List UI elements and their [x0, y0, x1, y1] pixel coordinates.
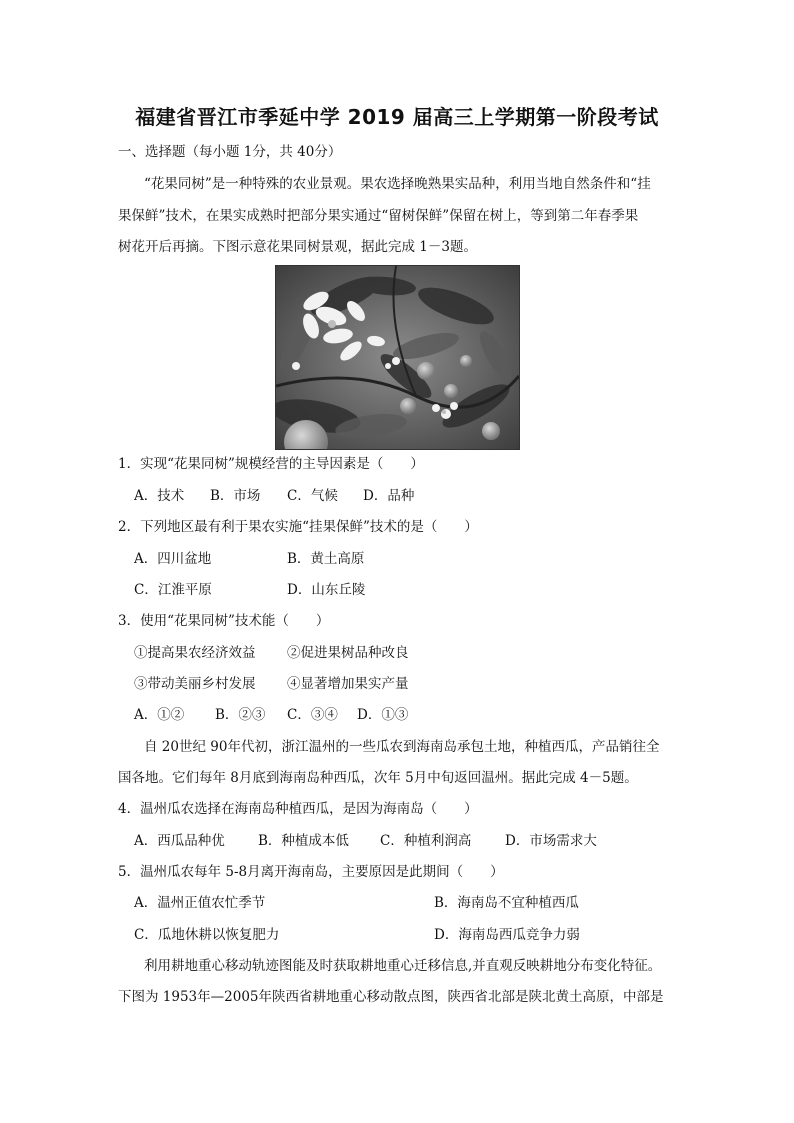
exam-title: 福建省晋江市季延中学 2019 届高三上学期第一阶段考试 [135, 105, 659, 129]
q5-option-c: C．瓜地休耕以恢复肥力 [134, 927, 280, 943]
q2-option-b: B．黄土高原 [287, 551, 365, 567]
q1-option-d: D．品种 [363, 488, 415, 504]
q4-option-c: C．种植利润高 [380, 833, 472, 849]
q3-item-1: ①提高果农经济效益 [134, 645, 256, 661]
q2-stem: 2．下列地区最有利于果农实施“挂果保鲜”技术的是（ ） [118, 519, 478, 535]
passage3-line-1: 利用耕地重心移动轨迹图能及时获取耕地重心迁移信息,并直观反映耕地分布变化特征。 [144, 958, 662, 974]
flower-fruit-tree-photo [275, 265, 520, 450]
passage2-line-2: 国各地。它们每年 8月底到海南岛种西瓜，次年 5月中旬返回温州。据此完成 4－5题。 [118, 770, 638, 786]
passage1-line-1: “花果同树”是一种特殊的农业景观。果农选择晚熟果实品种，利用当地自然条件和“挂 [144, 176, 651, 192]
q2-option-d: D．山东丘陵 [287, 582, 366, 598]
q5-stem: 5．温州瓜农每年 5-8月离开海南岛，主要原因是此期间（ ） [118, 864, 504, 880]
passage1-line-3: 树花开后再摘。下图示意花果同树景观，据此完成 1－3题。 [118, 239, 477, 255]
passage3-line-2: 下图为 1953年—2005年陕西省耕地重心移动散点图，陕西省北部是陕北黄土高原，中部是 [118, 989, 664, 1005]
q5-option-d: D．海南岛西瓜竞争力弱 [434, 927, 580, 943]
q3-option-d: D．①③ [357, 707, 409, 723]
q2-option-c: C．江淮平原 [134, 582, 212, 598]
section-heading: 一、选择题（每小题 1分，共 40分） [118, 144, 342, 160]
q3-option-b: B．②③ [215, 707, 266, 723]
q5-option-a: A．温州正值农忙季节 [134, 895, 266, 911]
q3-item-3: ③带动美丽乡村发展 [134, 676, 256, 692]
q3-item-2: ②促进果树品种改良 [287, 645, 409, 661]
q4-option-a: A．西瓜品种优 [134, 833, 225, 849]
q1-stem: 1．实现“花果同树”规模经营的主导因素是（ ） [118, 456, 424, 472]
q4-option-b: B．种植成本低 [258, 833, 349, 849]
passage2-line-1: 自 20世纪 90年代初，浙江温州的一些瓜农到海南岛承包土地，种植西瓜，产品销往全 [144, 739, 660, 755]
q2-option-a: A．四川盆地 [134, 551, 212, 567]
q1-option-a: A．技术 [134, 488, 185, 504]
q3-item-4: ④显著增加果实产量 [287, 676, 409, 692]
q3-option-c: C．③④ [287, 707, 338, 723]
q4-option-d: D．市场需求大 [505, 833, 597, 849]
q3-option-a: A．①② [134, 707, 185, 723]
q1-option-b: B．市场 [210, 488, 261, 504]
q4-stem: 4．温州瓜农选择在海南岛种植西瓜，是因为海南岛（ ） [118, 801, 478, 817]
q1-option-c: C．气候 [287, 488, 338, 504]
q3-stem: 3．使用“花果同树”技术能（ ） [118, 613, 330, 629]
q5-option-b: B．海南岛不宜种植西瓜 [434, 895, 579, 911]
passage1-line-2: 果保鲜”技术，在果实成熟时把部分果实通过“留树保鲜”保留在树上，等到第二年春季果 [118, 208, 639, 224]
